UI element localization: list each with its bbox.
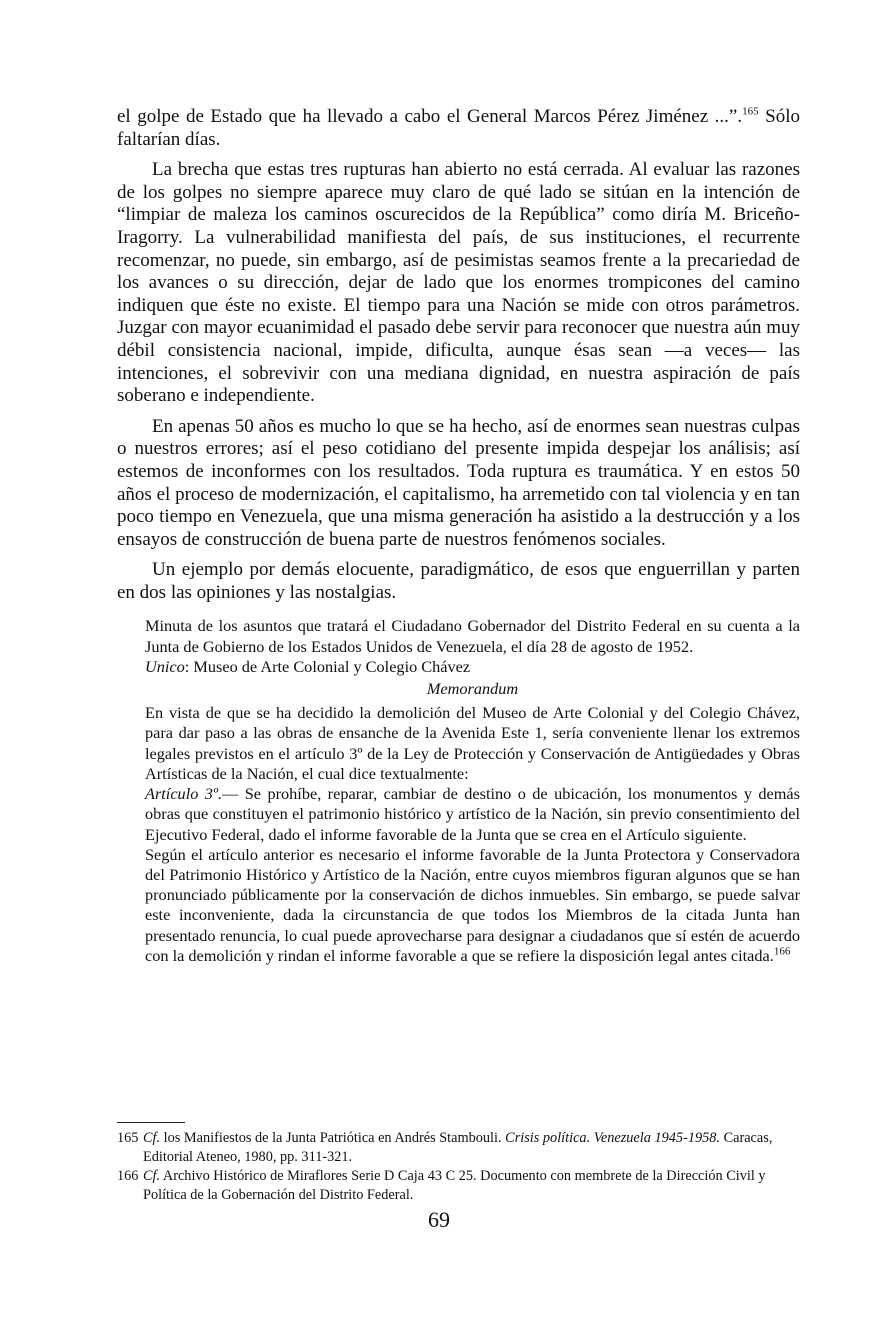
footnote-ref-166[interactable]: 166 [773, 945, 791, 958]
footnotes [117, 1129, 800, 1205]
paragraph-1: el golpe de Estado que ha llevado a cabo el General Marcos Pérez Jiménez ...”.$^{165}$ Sólo faltarían días. [117, 105, 800, 150]
page-body [117, 106, 800, 966]
page-number: 69 [428, 1207, 450, 1232]
paragraph-2: La brecha que estas tres rupturas han abierto no está cerrada. Al evaluar las razones de los golpes no siempre aparece muy claro de qué lado se sitúan en la intención de “limpiar de maleza los caminos oscurecidos de la República” como diría M. Briceño-Iragorry. La vulnerabilidad manifiesta del país, de sus instituciones, el recurrente recomenzar, no puede, sin embargo, así de pesimistas seamos frente a la precariedad de los avances o su dirección, dejar de lado que los enormes trompicones del camino indiquen que éste no existe. El tiempo para una Nación se mide con otros parámetros. Juzgar con mayor ecuanimidad el pasado debe servir para reconocer que nuestra aún muy débil consistencia nacional, impide, dificulta, aunque ésas sean —a veces— las intenciones, el sobrevivir con una mediana dignidad, en nuestra aspiración de país soberano e independiente. [117, 159, 800, 407]
quote-intro: Minuta de los asuntos que tratará el Ciudadano Gobernador del Distrito Federal en su cuenta a la Junta de Gobierno de los Estados Unidos de Venezuela, el día 28 de agosto de 1952. [145, 616, 800, 656]
footnote-divider [117, 1122, 185, 1123]
paragraph-4: Un ejemplo por demás elocuente, paradigmático, de esos que enguerrillan y parten en dos las opiniones y las nostalgias. [117, 559, 800, 603]
quote-paragraph-1: En vista de que se ha decidido la demolición del Museo de Arte Colonial y del Colegio Chávez, para dar paso a las obras de ensanche de la Avenida Este 1, sería conveniente llenar los extremos legales previstos en el artículo 3º de la Ley de Protección y Conservación de Antigüedades y Obras Artísticas de la Nación, el cual dice textualmente: [145, 703, 800, 783]
footnote-165: 165 Cf. los Manifiestos de la Junta Patriótica en Andrés Stambouli. Crisis política. Venezuela 1945-1958. Caracas, Editorial Ateneo, 1980, pp. 311-321. [117, 1130, 773, 1165]
block-quote [145, 616, 800, 965]
footnote-ref-165[interactable]: 165 [742, 105, 759, 118]
paragraph-3: En apenas 50 años es mucho lo que se ha hecho, así de enormes sean nuestras culpas o nuestros errores; así el peso cotidiano del presente impida despejar los análisis; así estemos de inconformes con los resultados. Toda ruptura es traumática. Y en estos 50 años el proceso de modernización, el capitalismo, ha arremetido con tal violencia y en tan poco tiempo en Venezuela, que una misma generación ha asistido a la destrucción y a los ensayos de construcción de buena parte de nuestros fenómenos sociales. [117, 415, 800, 550]
quote-paragraph-2: Según el artículo anterior es necesario el informe favorable de la Junta Protectora y Conservadora del Patrimonio Histórico y Artístico de la Nación, entre cuyos miembros figuran algunos que se han pronunciado públicamente por la conservación de dichos inmuebles. Sin embargo, se puede salvar este inconveniente, dada la circunstancia de que todos los Miembros de la citada Junta han presentado renuncia, lo cual puede aprovecharse para designar a ciudadanos que sí estén de acuerdo con la demolición y rindan el informe favorable a que se refiere la disposición legal antes citada.$^{166}$ [145, 844, 800, 965]
footnote-166: 166 Cf. Archivo Histórico de Miraflores Serie D Caja 43 C 25. Documento con membrete de la Dirección Civil y Política de la Gobernación del Distrito Federal. [117, 1168, 766, 1203]
memorandum-heading: Memorandum [426, 679, 519, 699]
quote-article: Artículo 3º.— Se prohíbe, reparar, cambiar de destino o de ubicación, los monumentos y demás obras que constituyen el patrimonio histórico y artístico de la Nación, sin previo consentimiento del Ejecutivo Federal, dado el informe favorable de la Junta que se crea en el Artículo siguiente. [145, 784, 800, 844]
quote-unico: Unico: Museo de Arte Colonial y Colegio Chávez [145, 656, 471, 676]
